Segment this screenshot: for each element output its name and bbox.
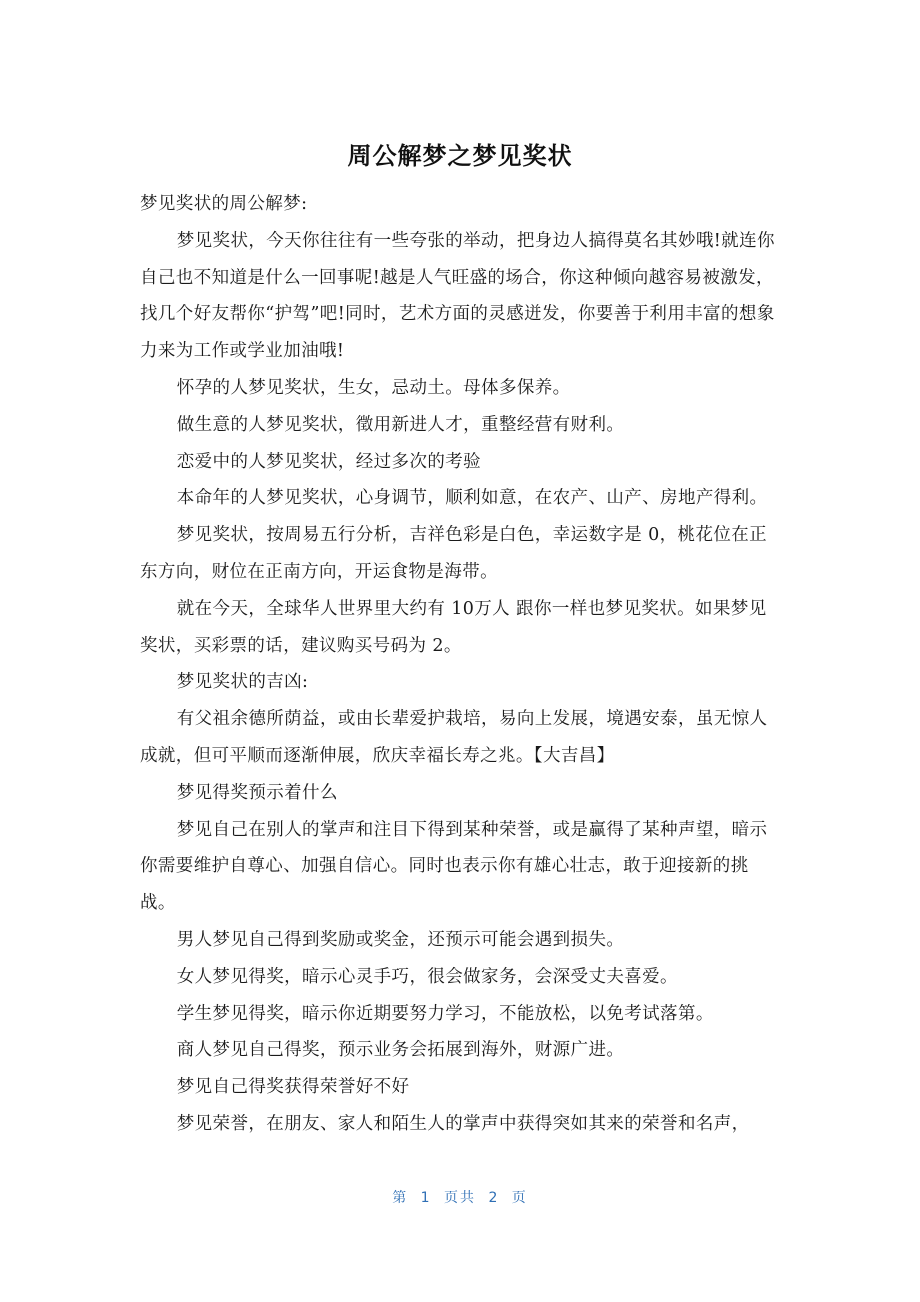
paragraph: 梦见自己在别人的掌声和注目下得到某种荣誉，或是赢得了某种声望，暗示你需要维护自尊心、加强自信心。同时也表示你有雄心壮志，敢于迎接新的挑战。 xyxy=(140,819,768,914)
paragraph: 梦见奖状的吉凶: xyxy=(176,672,309,693)
page-number-footer: 第 1 页共 2 页 xyxy=(392,1190,528,1206)
document-body xyxy=(140,186,780,1143)
paragraph: 就在今天，全球华人世界里大约有 10万人 跟你一样也梦见奖状。如果梦见奖状，买彩票的话，建议购买号码为 2。 xyxy=(140,598,767,656)
paragraph: 梦见自己得奖获得荣誉好不好 xyxy=(176,1077,410,1098)
paragraph: 商人梦见自己得奖，预示业务会拓展到海外，财源广进。 xyxy=(176,1040,625,1061)
paragraph: 学生梦见得奖，暗示你近期要努力学习，不能放松，以免考试落第。 xyxy=(176,1003,714,1024)
paragraph: 梦见奖状，今天你往往有一些夸张的举动，把身边人搞得莫名其妙哦!就连你自己也不知道是什么一回事呢!越是人气旺盛的场合，你这种倾向越容易被激发，找几个好友帮你“护驾”吧!同时，艺术方面的灵感迸发，你要善于利用丰富的想象力来为工作或学业加油哦! xyxy=(140,230,775,362)
document-title: 周公解梦之梦见奖状 xyxy=(347,142,573,170)
paragraph: 做生意的人梦见奖状，徵用新进人才，重整经营有财利。 xyxy=(176,414,625,435)
paragraph: 有父祖余德所荫益，或由长辈爱护栽培，易向上发展，境遇安泰，虽无惊人成就，但可平顺而逐渐伸展，欣庆幸福长寿之兆。【大吉昌】 xyxy=(140,709,768,766)
paragraph: 本命年的人梦见奖状，心身调节，顺利如意，在农产、山产、房地产得利。 xyxy=(176,488,768,509)
paragraph: 男人梦见自己得到奖励或奖金，还预示可能会遇到损失。 xyxy=(176,929,625,950)
paragraph: 女人梦见得奖，暗示心灵手巧，很会做家务，会深受丈夫喜爱。 xyxy=(176,966,678,987)
paragraph: 梦见奖状，按周易五行分析，吉祥色彩是白色，幸运数字是 0，桃花位在正东方向，财位在正南方向，开运食物是海带。 xyxy=(140,525,768,582)
paragraph: 怀孕的人梦见奖状，生女，忌动土。母体多保养。 xyxy=(176,377,571,398)
paragraph: 梦见奖状的周公解梦: xyxy=(140,194,308,214)
paragraph: 梦见得奖预示着什么 xyxy=(176,782,338,803)
paragraph: 梦见荣誉，在朋友、家人和陌生人的掌声中获得突如其来的荣誉和名声， xyxy=(176,1113,750,1134)
paragraph: 恋爱中的人梦见奖状，经过多次的考验 xyxy=(176,451,482,472)
